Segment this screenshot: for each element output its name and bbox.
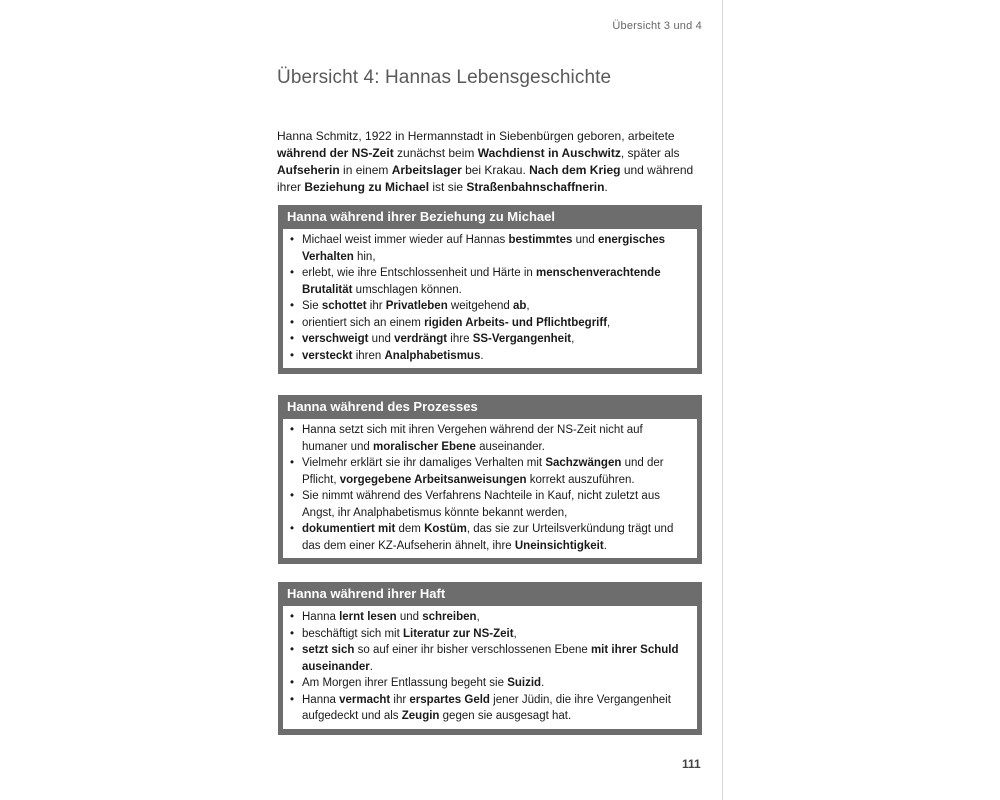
intro-run-text: in einem (339, 163, 392, 177)
bullet-icon: • (290, 457, 295, 469)
bullet-icon: • (290, 316, 295, 329)
bullet-list (290, 609, 689, 725)
intro-run-bold: Beziehung zu Michael (304, 180, 430, 194)
item-run-text: und (396, 611, 423, 623)
item-run-text: gegen sie ausgesagt hat. (439, 710, 572, 722)
box-title: Hanna während ihrer Haft (287, 586, 446, 601)
item-run-bold: verdrängt (394, 333, 448, 345)
bullet-icon: • (290, 523, 295, 535)
box-title: Hanna während ihrer Beziehung zu Michael (287, 209, 555, 224)
item-run-bold: schreiben (422, 611, 477, 623)
item-run-text: Hanna (302, 611, 340, 623)
item-run-bold: Sachzwängen (545, 457, 622, 469)
item-run-text: Hanna setzt sich mit ihren Vergehen während der NS-Zeit nicht auf humaner und (302, 424, 643, 453)
page-number: 111 (682, 757, 701, 771)
box-relationship (278, 205, 702, 374)
bullet-icon: • (290, 490, 295, 502)
item-run-bold: Suizid (507, 677, 542, 689)
item-run-bold: moralischer Ebene (372, 440, 476, 453)
intro-run-text: bei Krakau. (461, 163, 530, 177)
item-run-text: korrekt auszuführen. (526, 473, 635, 486)
intro-run-text: zunächst beim (393, 146, 478, 160)
running-header: Übersicht 3 und 4 (612, 20, 702, 32)
box-title: Hanna während des Prozesses (287, 399, 478, 414)
item-run-text: Hanna (302, 693, 340, 706)
bullet-icon: • (290, 300, 295, 312)
item-run-bold: vorgegebene Arbeitsanweisungen (339, 473, 527, 486)
bullet-icon: • (290, 267, 295, 279)
bullet-icon: • (290, 693, 295, 706)
item-run-bold: verschweigt (302, 333, 369, 345)
item-run-text: . (369, 660, 373, 673)
box-body (283, 606, 697, 729)
page-margin (722, 0, 1000, 800)
intro-run-bold: Wachdienst in Auschwitz (477, 146, 621, 160)
list-item (290, 642, 689, 675)
item-run-bold: schottet (321, 300, 367, 312)
item-run-text: orientiert sich an einem (302, 316, 425, 329)
intro-run-text: Hanna Schmitz, 1922 in Hermannstadt in Siebenbürgen geboren, arbeitete (277, 129, 675, 143)
bullet-icon: • (290, 349, 295, 362)
item-run-text: Michael weist immer wieder auf Hannas (302, 234, 509, 246)
item-run-text: , (607, 316, 611, 329)
item-run-text: . (541, 677, 545, 689)
item-run-text: Am Morgen ihrer Entlassung begeht sie (302, 677, 508, 689)
item-run-text: ihre (447, 333, 473, 345)
list-item (290, 298, 689, 315)
item-run-bold: Kostüm (424, 523, 467, 535)
item-run-text: umschlagen können. (352, 283, 462, 296)
item-run-bold: setzt sich (302, 644, 355, 656)
item-run-text: ihr (390, 693, 410, 706)
bullet-list (290, 232, 689, 364)
item-run-bold: menschenverachtende Brutalität (302, 267, 661, 296)
list-item (290, 232, 689, 265)
item-run-text: auseinander. (475, 440, 545, 453)
list-item (290, 675, 689, 692)
bullet-icon: • (290, 424, 295, 436)
item-run-text: , das sie zur Urteilsverkündung trägt und das dem einer KZ-Aufseherin ähnelt, ihre (302, 523, 674, 552)
list-item (290, 348, 689, 365)
item-run-text: hin, (353, 250, 376, 263)
item-run-bold: rigiden Arbeits- und Pflichtbegriff (424, 316, 608, 329)
item-run-text: , (476, 611, 480, 623)
item-run-text: . (603, 539, 607, 552)
item-run-text: Sie (302, 300, 322, 312)
item-run-bold: ab (512, 300, 527, 312)
list-item (290, 331, 689, 348)
item-run-text: Sie nimmt während des Verfahrens Nachteile in Kauf, nicht zuletzt aus Angst, ihr Analphabetismus könnte bekannt werden, (302, 490, 660, 519)
box-body (283, 229, 697, 368)
item-run-text: , (513, 627, 517, 640)
bullet-icon: • (290, 611, 295, 623)
intro-run-bold: Arbeitslager (391, 163, 462, 177)
item-run-text: jener Jüdin, die ihre Vergangenheit aufgedeckt und als (302, 693, 671, 722)
intro-run-text: und während ihrer (277, 163, 694, 194)
item-run-bold: SS-Vergangenheit (472, 333, 572, 345)
page-title: Übersicht 4: Hannas Lebensgeschichte (277, 67, 612, 88)
intro-run-text: , später als (620, 146, 680, 160)
item-run-bold: dokumentiert mit (302, 523, 396, 535)
list-item (290, 626, 689, 643)
item-run-text: und (368, 333, 395, 345)
item-run-text: weitgehend (447, 300, 513, 312)
item-run-text: dem (395, 523, 425, 535)
box-trial (278, 395, 702, 564)
item-run-text: , (571, 333, 575, 345)
intro-run-text: ist sie (429, 180, 467, 194)
bullet-list (290, 422, 689, 554)
item-run-bold: vermacht (339, 693, 391, 706)
intro-run-bold: während der NS-Zeit (277, 146, 394, 160)
item-run-bold: lernt lesen (339, 611, 397, 623)
item-run-text: , (526, 300, 530, 312)
bullet-icon: • (290, 234, 295, 246)
item-run-bold: Analphabetismus (384, 349, 481, 362)
intro-run-bold: Aufseherin (277, 163, 340, 177)
intro-run-bold: Nach dem Krieg (529, 163, 621, 177)
box-body (283, 419, 697, 558)
item-run-bold: Zeugin (401, 710, 440, 722)
item-run-bold: versteckt (302, 349, 353, 362)
list-item (290, 488, 689, 521)
item-run-text: beschäftigt sich mit (302, 627, 403, 640)
item-run-bold: mit ihrer Schuld auseinander (302, 644, 679, 673)
item-run-text: ihr (366, 300, 386, 312)
intro-paragraph (277, 128, 702, 196)
item-run-text: . (480, 349, 484, 362)
item-run-text: und der Pflicht, (302, 457, 664, 486)
item-run-bold: Privatleben (385, 300, 448, 312)
bullet-icon: • (290, 627, 295, 640)
item-run-bold: energisches Verhalten (302, 234, 666, 263)
item-run-text: und (572, 234, 598, 246)
list-item (290, 265, 689, 298)
intro-run-bold: Straßenbahnschaffnerin (466, 180, 605, 194)
list-item (290, 422, 689, 455)
item-run-bold: erspartes Geld (409, 693, 490, 706)
bullet-icon: • (290, 333, 295, 345)
item-run-text: so auf einer ihr bisher verschlossenen Ebene (354, 644, 591, 656)
list-item (290, 609, 689, 626)
list-item (290, 315, 689, 332)
item-run-text: erlebt, wie ihre Entschlossenheit und Härte in (302, 267, 536, 279)
bullet-icon: • (290, 644, 295, 656)
item-run-bold: Literatur zur NS-Zeit (402, 627, 514, 640)
intro-run-text: . (604, 180, 608, 194)
list-item (290, 521, 689, 554)
item-run-bold: Uneinsichtigkeit (514, 539, 604, 552)
list-item (290, 455, 689, 488)
bullet-icon: • (290, 677, 295, 689)
item-run-bold: bestimmtes (508, 234, 573, 246)
box-prison (278, 582, 702, 735)
item-run-text: Vielmehr erklärt sie ihr damaliges Verhalten mit (302, 457, 546, 469)
list-item (290, 692, 689, 725)
item-run-text: ihren (352, 349, 385, 362)
